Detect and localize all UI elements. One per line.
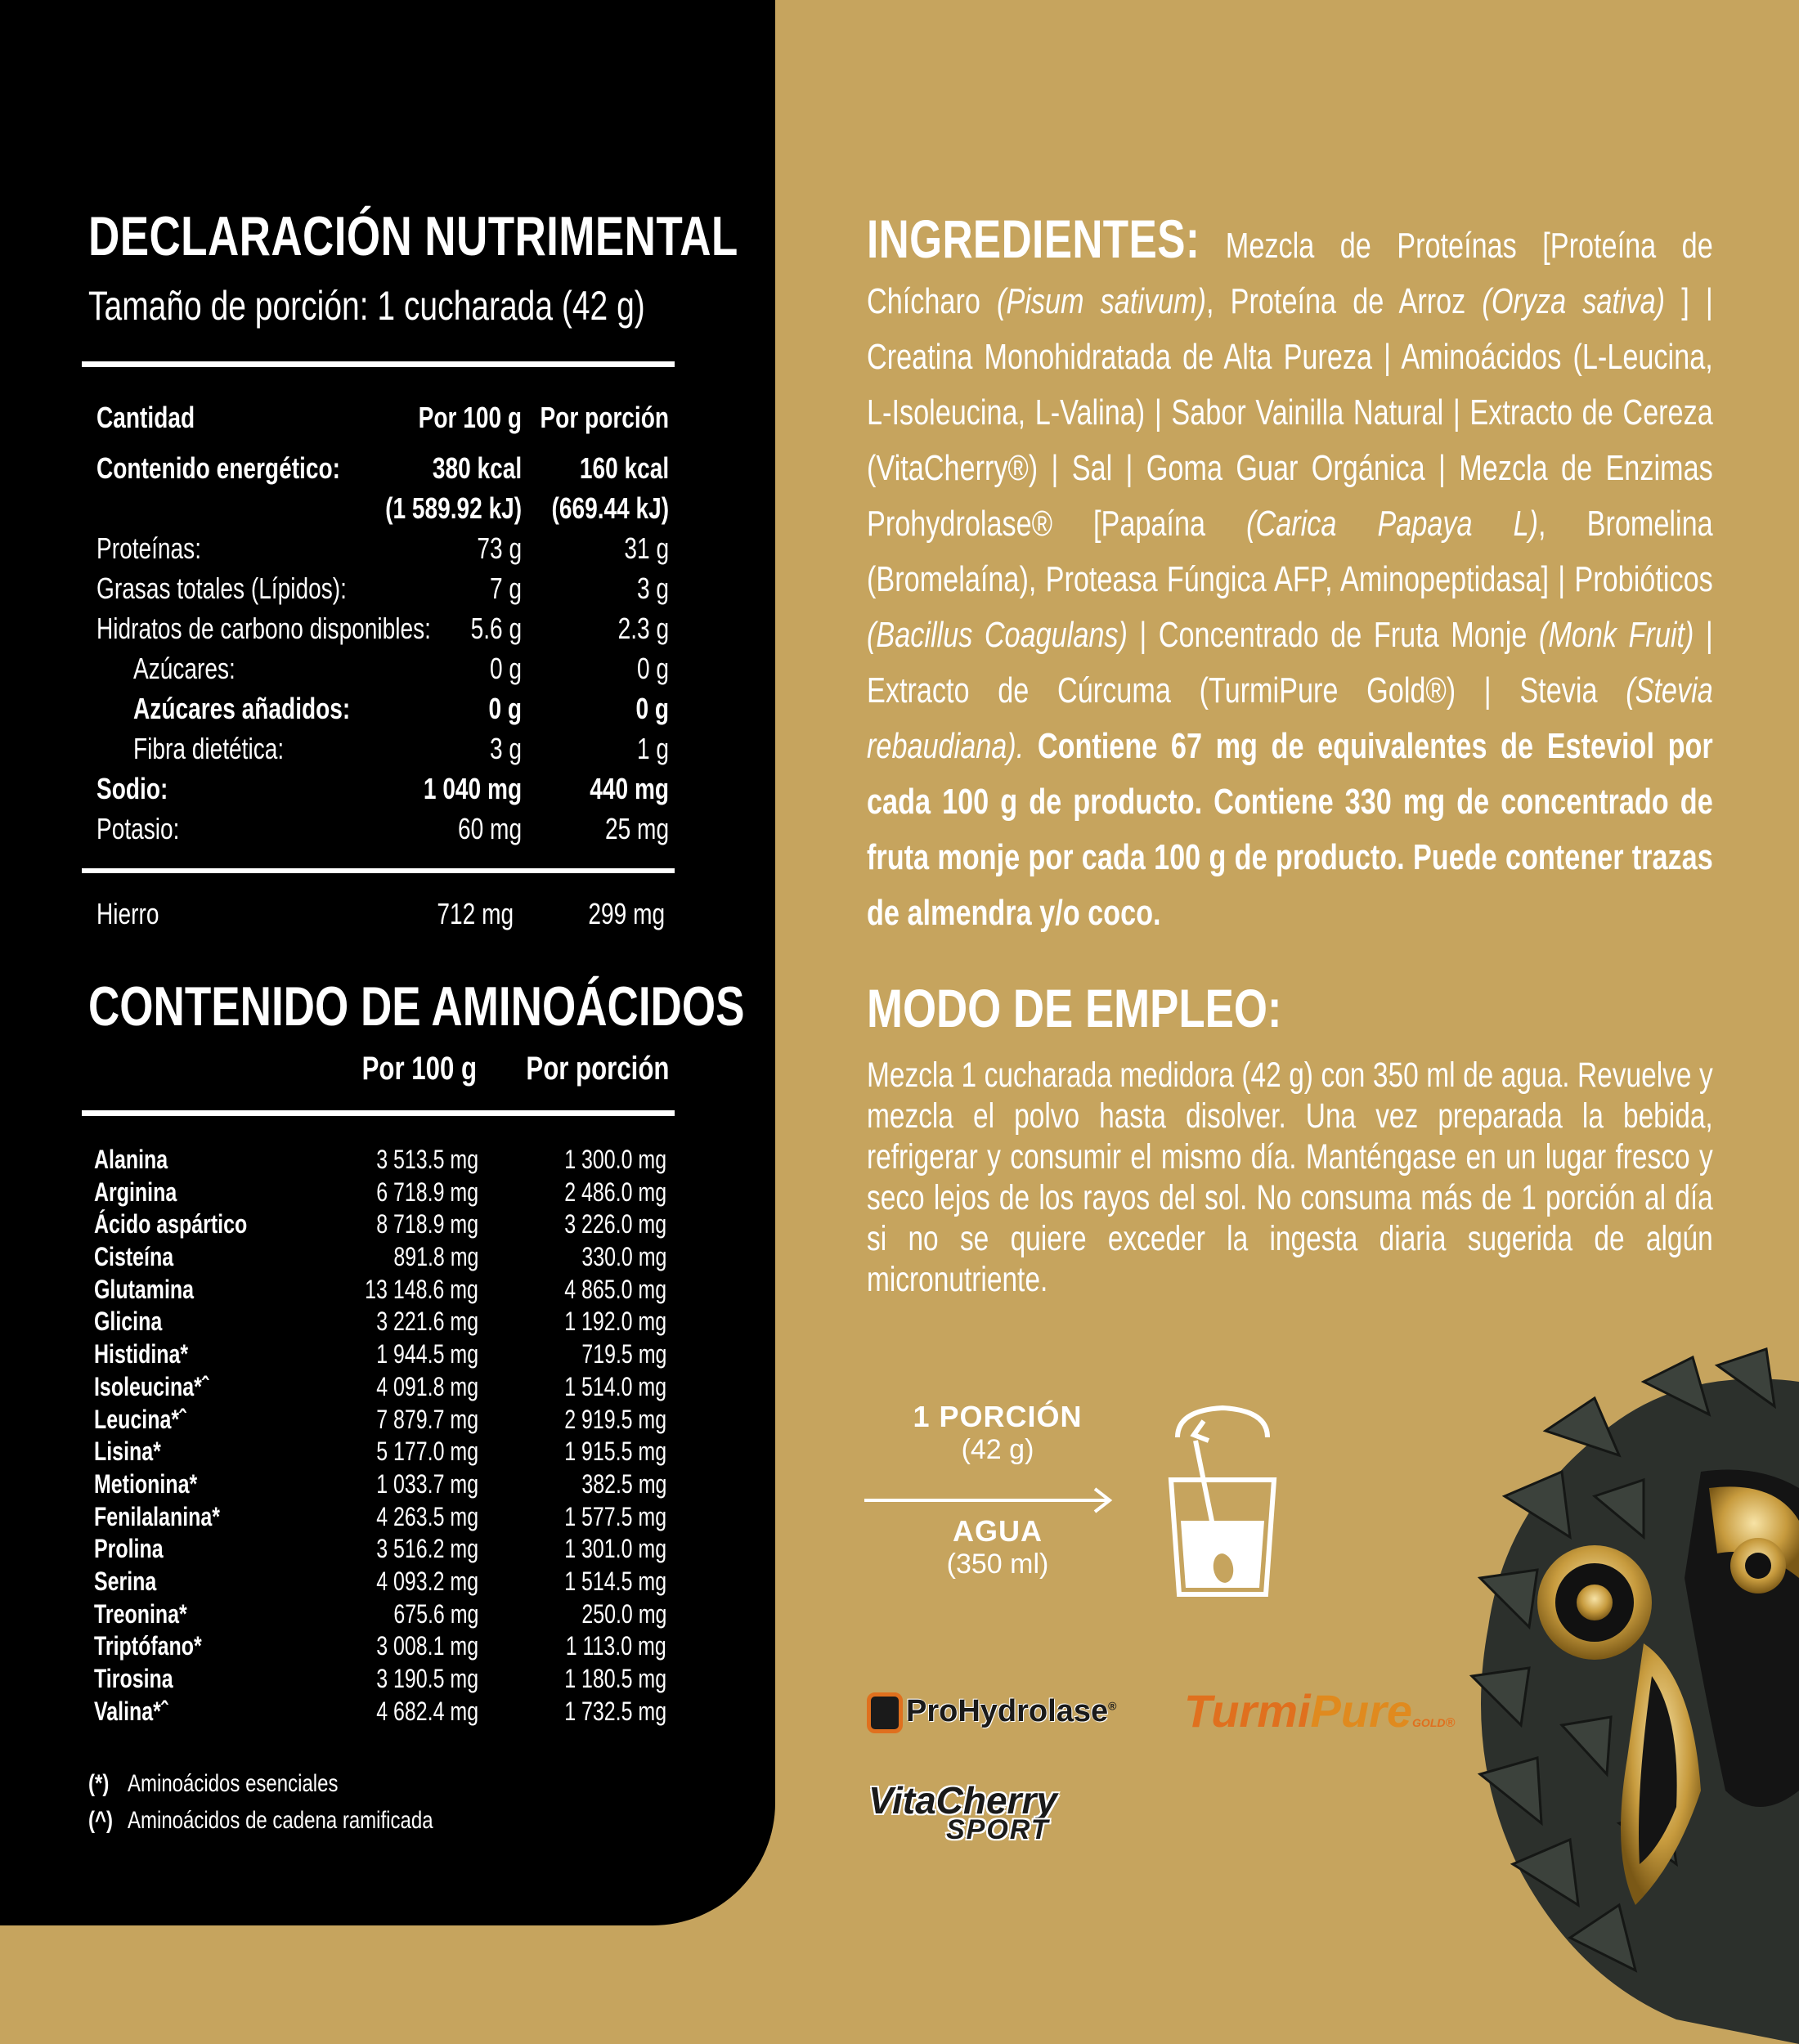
- row-per100: 5.6 g: [470, 612, 522, 645]
- header-cantidad: Cantidad: [96, 401, 195, 434]
- turmipure-logo: TurmiPureGOLD®: [1184, 1685, 1456, 1737]
- amino-per-serving: 1 514.0 mg: [564, 1371, 666, 1401]
- amino-name: Histidina*: [94, 1339, 189, 1369]
- row-per-serving: (669.44 kJ): [551, 491, 669, 525]
- amino-row: [94, 1242, 666, 1275]
- footnotes: [88, 1770, 519, 1844]
- footnote-mark: (^): [88, 1807, 113, 1834]
- amino-per-serving: 1 113.0 mg: [565, 1631, 666, 1661]
- amino-name: Valina*ˆ: [94, 1696, 168, 1726]
- row-per100: 0 g: [489, 652, 522, 685]
- nutrition-header-row: [96, 401, 669, 451]
- shaker-glass-icon: [1161, 1390, 1284, 1602]
- amino-per100: 4 091.8 mg: [376, 1371, 478, 1401]
- amino-row: [94, 1405, 666, 1437]
- amino-row: [94, 1372, 666, 1405]
- amino-per100: 675.6 mg: [393, 1598, 478, 1629]
- row-name: Potasio:: [96, 812, 180, 845]
- prohydrolase-text: ProHydrolase: [906, 1694, 1109, 1729]
- amino-per-serving: 1 180.5 mg: [564, 1664, 666, 1693]
- row-per100: 380 kcal: [432, 451, 522, 485]
- amino-per-serving: 1 577.5 mg: [564, 1501, 666, 1531]
- amino-name: Fenilalanina*: [94, 1501, 220, 1531]
- amino-per-serving: 1 915.5 mg: [564, 1437, 666, 1467]
- amino-row: [94, 1631, 666, 1664]
- row-per100: 73 g: [477, 531, 522, 565]
- ingredients-text: | Concentrado de Fruta Monje: [1127, 615, 1539, 655]
- amino-per-serving: 1 732.5 mg: [564, 1696, 666, 1726]
- amino-row: [94, 1534, 666, 1567]
- amino-row: [94, 1664, 666, 1697]
- serving-size: Tamaño de porción: 1 cucharada (42 g): [88, 283, 645, 329]
- row-per100: 3 g: [489, 732, 522, 765]
- row-per-serving: 25 mg: [604, 812, 669, 845]
- amino-per-serving: 4 865.0 mg: [564, 1274, 666, 1304]
- amino-name: Treonina*: [94, 1598, 187, 1629]
- amino-per-serving: 1 514.5 mg: [564, 1566, 666, 1596]
- row-per100: 0 g: [488, 692, 522, 725]
- amino-per100: 4 263.5 mg: [376, 1501, 478, 1531]
- amino-per100: 8 718.9 mg: [376, 1209, 478, 1239]
- amino-row: [94, 1339, 666, 1372]
- ingredients-text: , Bromelina (Bromelaína), Proteasa Fúngica AFP, Aminopeptidasa] | Probióticos: [867, 504, 1713, 599]
- ingredients-bold-notice: Contiene 67 mg de equivalentes de Esteviol por cada 100 g de producto. Contiene 330 mg de concentrado de fruta monje por cada 100 g de producto. Puede contener trazas de almendra y/o coco.: [867, 726, 1713, 933]
- table-row: [96, 612, 669, 652]
- header-per100: Por 100 g: [418, 401, 522, 434]
- amino-row: [94, 1567, 666, 1599]
- amino-row: [94, 1502, 666, 1535]
- ingredients-text: | Extracto de Cúrcuma (TurmiPure Gold®) | Stevia: [867, 615, 1713, 710]
- amino-name: Metionina*: [94, 1468, 198, 1499]
- water-label: AGUA: [953, 1514, 1043, 1548]
- amino-per100: 3 008.1 mg: [376, 1631, 478, 1661]
- row-per100: (1 589.92 kJ): [384, 491, 522, 525]
- amino-per100: 3 516.2 mg: [376, 1534, 478, 1564]
- row-name: Contenido energético:: [96, 451, 340, 485]
- table-row: [96, 652, 669, 692]
- ingredients-italic: (Pisum sativum): [997, 281, 1207, 321]
- amino-per100: 4 093.2 mg: [376, 1566, 478, 1596]
- row-name: Fibra dietética:: [133, 732, 285, 765]
- usage-title: MODO DE EMPLEO:: [867, 978, 1282, 1038]
- amino-table: [94, 1145, 666, 1728]
- row-name: Azúcares añadidos:: [133, 692, 351, 725]
- amino-per100: 13 148.6 mg: [365, 1274, 478, 1304]
- prohydrolase-logo: ProHydrolase®: [867, 1692, 1116, 1733]
- ingredients-italic: (Carica Papaya L): [1246, 504, 1539, 544]
- amino-name: Ácido aspártico: [94, 1209, 248, 1239]
- prohydrolase-mark-icon: [867, 1692, 903, 1733]
- row-per-serving: 160 kcal: [579, 451, 669, 485]
- footnote: [88, 1807, 433, 1844]
- divider-thick: [82, 361, 675, 367]
- amino-per-serving: 1 300.0 mg: [564, 1145, 666, 1174]
- table-row: [96, 812, 669, 852]
- amino-header: [96, 1051, 669, 1091]
- row-per100: 1 040 mg: [423, 772, 522, 805]
- amino-row: [94, 1437, 666, 1469]
- arrow-icon: [863, 1484, 1124, 1517]
- amino-per100: 6 718.9 mg: [376, 1177, 478, 1207]
- table-row: [96, 451, 669, 491]
- amino-per-serving: 3 226.0 mg: [564, 1209, 666, 1239]
- amino-row: [94, 1209, 666, 1242]
- water-info: [867, 1514, 1128, 1580]
- usage-text: Mezcla 1 cucharada medidora (42 g) con 350 ml de agua. Revuelve y mezcla el polvo hasta disolver. Una vez preparada la bebida, refrigerar y consumir el mismo día. Manténgase en un lugar fresco y seco lejos de los rayos del sol. No consuma más de 1 porción al día si no se quiere exceder la ingesta diaria sugerida de algún micronutriente.: [867, 1056, 1713, 1299]
- row-per-serving: 1 g: [636, 732, 669, 765]
- divider-thick: [82, 868, 675, 873]
- vitacherry-logo: [868, 1778, 1057, 1846]
- row-per-serving: 0 g: [635, 692, 669, 725]
- footnote-mark: (*): [88, 1770, 110, 1797]
- vitacherry-text: VitaCherry: [868, 1779, 1057, 1822]
- iron-row: [96, 897, 669, 937]
- footnote: [88, 1770, 433, 1807]
- amino-per100: 3 221.6 mg: [376, 1307, 478, 1337]
- amino-per-serving: 250.0 mg: [581, 1598, 666, 1629]
- amino-name: Isoleucina*ˆ: [94, 1371, 209, 1401]
- amino-name: Alanina: [94, 1145, 168, 1174]
- amino-per-serving: 719.5 mg: [581, 1339, 666, 1369]
- amino-per-serving: 330.0 mg: [581, 1242, 666, 1272]
- amino-name: Serina: [94, 1566, 157, 1596]
- amino-per100: 3 190.5 mg: [376, 1664, 478, 1693]
- footnote-text: Aminoácidos de cadena ramificada: [128, 1807, 433, 1834]
- amino-name: Glutamina: [94, 1274, 195, 1304]
- amino-per100: 3 513.5 mg: [376, 1145, 478, 1174]
- amino-header-per100: Por 100 g: [361, 1051, 477, 1087]
- row-per-serving: 299 mg: [588, 897, 665, 930]
- row-per100: 7 g: [489, 572, 522, 605]
- amino-row: [94, 1469, 666, 1502]
- usage-body: [867, 1055, 1713, 1300]
- amino-per-serving: 1 301.0 mg: [564, 1534, 666, 1564]
- amino-per-serving: 2 486.0 mg: [564, 1177, 666, 1207]
- amino-name: Prolina: [94, 1534, 164, 1564]
- table-row: [96, 772, 669, 812]
- amino-per100: 4 682.4 mg: [376, 1696, 478, 1726]
- portion-diagram: [867, 1400, 1128, 1466]
- amino-per-serving: 1 192.0 mg: [564, 1307, 666, 1337]
- amino-title: CONTENIDO DE AMINOÁCIDOS: [88, 975, 745, 1038]
- row-per-serving: 31 g: [624, 531, 669, 565]
- amino-row: [94, 1145, 666, 1177]
- nutrition-title: DECLARACIÓN NUTRIMENTAL: [88, 205, 738, 267]
- amino-row: [94, 1275, 666, 1307]
- ingredients-italic: (Stevia rebaudiana).: [867, 670, 1713, 766]
- row-name: Proteínas:: [96, 531, 201, 565]
- footnote-text: Aminoácidos esenciales: [128, 1770, 339, 1797]
- turmipure-gold-text: GOLD: [1412, 1716, 1446, 1729]
- amino-row: [94, 1177, 666, 1210]
- header-per-serving: Por porción: [540, 401, 669, 434]
- amino-per100: 7 879.7 mg: [376, 1404, 478, 1434]
- vitacherry-sport-text: SPORT: [946, 1814, 1050, 1845]
- amino-name: Arginina: [94, 1177, 177, 1207]
- row-per-serving: 3 g: [636, 572, 669, 605]
- row-name: Sodio:: [96, 772, 168, 805]
- water-amount: (350 ml): [946, 1549, 1049, 1580]
- amino-per100: 1 944.5 mg: [376, 1339, 478, 1369]
- amino-header-per-serving: Por porción: [525, 1051, 669, 1087]
- amino-per-serving: 2 919.5 mg: [564, 1404, 666, 1434]
- row-name: Hierro: [96, 897, 159, 930]
- table-row: [96, 572, 669, 612]
- ingredients-block: [867, 208, 1713, 941]
- row-name: Azúcares:: [133, 652, 236, 685]
- table-row: [96, 491, 669, 531]
- turmipure-text-b: Pure: [1310, 1685, 1413, 1737]
- turmipure-text-a: Turmi: [1184, 1685, 1311, 1737]
- table-row: [96, 692, 669, 732]
- divider-thick: [82, 1110, 675, 1116]
- amino-per100: 1 033.7 mg: [376, 1468, 478, 1499]
- row-per-serving: 440 mg: [590, 772, 669, 805]
- amino-name: Tirosina: [94, 1664, 173, 1693]
- ingredients-italic: (Monk Fruit): [1538, 615, 1694, 655]
- row-per100: 60 mg: [457, 812, 522, 845]
- amino-row: [94, 1697, 666, 1729]
- nutrition-panel: [0, 0, 775, 1925]
- amino-name: Lisina*: [94, 1437, 161, 1467]
- ingredients-italic: (Bacillus Coagulans): [867, 615, 1128, 655]
- row-per-serving: 0 g: [636, 652, 669, 685]
- row-name: Grasas totales (Lípidos):: [96, 572, 347, 605]
- amino-name: Leucina*ˆ: [94, 1404, 186, 1434]
- ingredients-title: INGREDIENTES:: [867, 208, 1200, 269]
- row-per100: 712 mg: [437, 897, 514, 930]
- eagle-illustration: [1431, 1333, 1799, 2044]
- portion-label: 1 PORCIÓN: [913, 1400, 1083, 1433]
- amino-row: [94, 1599, 666, 1632]
- amino-name: Glicina: [94, 1307, 163, 1337]
- portion-amount: (42 g): [961, 1434, 1034, 1465]
- amino-per100: 891.8 mg: [393, 1242, 478, 1272]
- nutrition-table: [96, 401, 669, 852]
- amino-name: Triptófano*: [94, 1631, 202, 1661]
- table-row: [96, 531, 669, 572]
- ingredients-italic: (Oryza sativa): [1482, 281, 1666, 321]
- table-row: [96, 732, 669, 772]
- ingredients-text: , Proteína de Arroz: [1206, 281, 1483, 321]
- row-per-serving: 2.3 g: [617, 612, 669, 645]
- amino-name: Cisteína: [94, 1242, 174, 1272]
- amino-row: [94, 1307, 666, 1339]
- amino-per100: 5 177.0 mg: [376, 1437, 478, 1467]
- row-name: Hidratos de carbono disponibles:: [96, 612, 431, 645]
- ingredients-text: ] | Creatina Monohidratada de Alta Pureza | Aminoácidos (L-Leucina, L-Isoleucina, L-Valina) | Sabor Vainilla Natural | Extracto de Cereza (VitaCherry®) | Sal | Goma Guar Orgánica | Mezcla de Enzimas Prohydrolase® [Papaína: [867, 281, 1713, 544]
- amino-per-serving: 382.5 mg: [581, 1468, 666, 1499]
- ingredients-text: Mezcla de Proteínas [Proteína de Chícharo: [867, 226, 1713, 321]
